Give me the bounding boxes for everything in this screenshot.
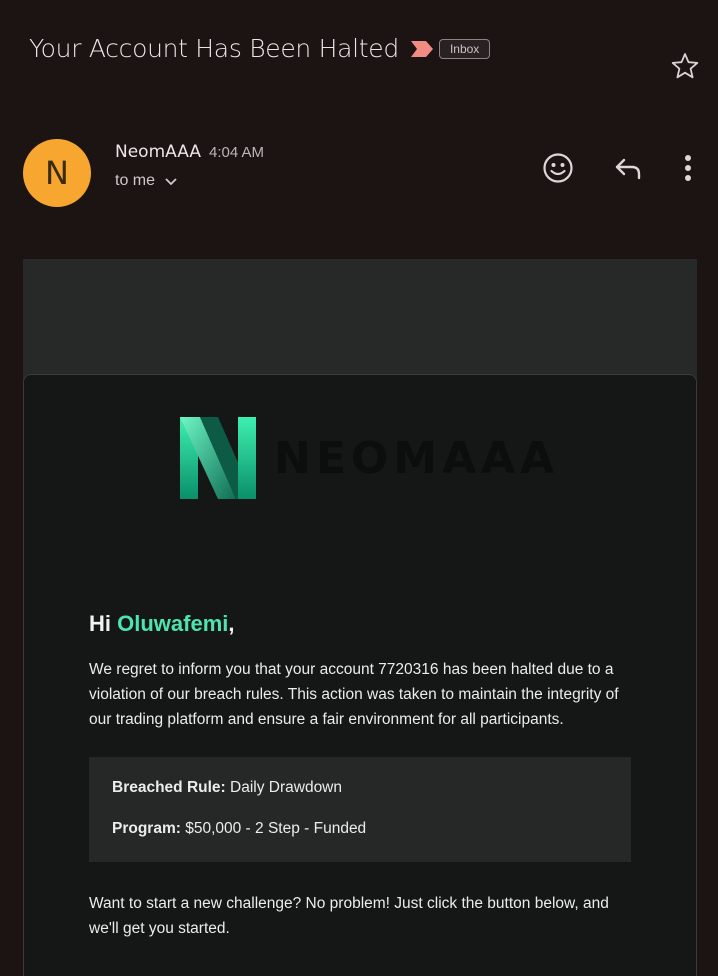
greeting-prefix: Hi (89, 611, 118, 636)
breached-rule-label: Breached Rule: (112, 779, 226, 796)
sender-avatar[interactable]: N (23, 139, 91, 207)
greeting-suffix: , (228, 611, 235, 636)
neomaaa-logo-mark-icon (178, 415, 258, 501)
breached-rule-value: Daily Drawdown (230, 779, 342, 796)
emoji-reaction-button[interactable] (540, 150, 576, 186)
program-line (112, 820, 608, 839)
recipient-text: to me (115, 172, 156, 189)
reply-icon (612, 152, 644, 184)
breached-rule-line (112, 779, 608, 798)
sent-time: 4:04 AM (208, 144, 265, 161)
halt-notice-paragraph: We regret to inform you that your account 7720316 has been halted due to a violation of our breach rules. This action was taken to maintain the integrity of our trading platform and ensure a fair environment for all participants. (89, 661, 619, 728)
emoji-icon (542, 152, 574, 184)
email-subject: Your Account Has Been Halted (29, 34, 399, 63)
new-challenge-paragraph: Want to start a new challenge? No problem! Just click the button below, and we'll get you started. (89, 895, 609, 937)
program-label: Program: (112, 820, 181, 837)
breach-details-box (89, 757, 631, 862)
greeting (89, 611, 235, 637)
recipient-name: Oluwafemi (117, 611, 229, 636)
reply-button[interactable] (610, 150, 646, 186)
sender-name[interactable]: NeomAAA (115, 142, 201, 162)
subject-row (29, 34, 490, 63)
program-value: $50,000 - 2 Step - Funded (185, 820, 367, 837)
more-options-button[interactable] (676, 150, 700, 186)
recipient-details-toggle[interactable] (115, 172, 179, 190)
star-icon[interactable] (670, 51, 700, 81)
inbox-label-badge[interactable]: Inbox (439, 39, 490, 59)
important-label-icon[interactable] (409, 39, 435, 59)
more-vert-icon (684, 154, 692, 182)
sender-row (115, 142, 264, 162)
chevron-down-icon (163, 173, 179, 189)
neomaaa-logo (178, 415, 559, 501)
logo-wordmark: NEOMAAA (274, 432, 560, 484)
